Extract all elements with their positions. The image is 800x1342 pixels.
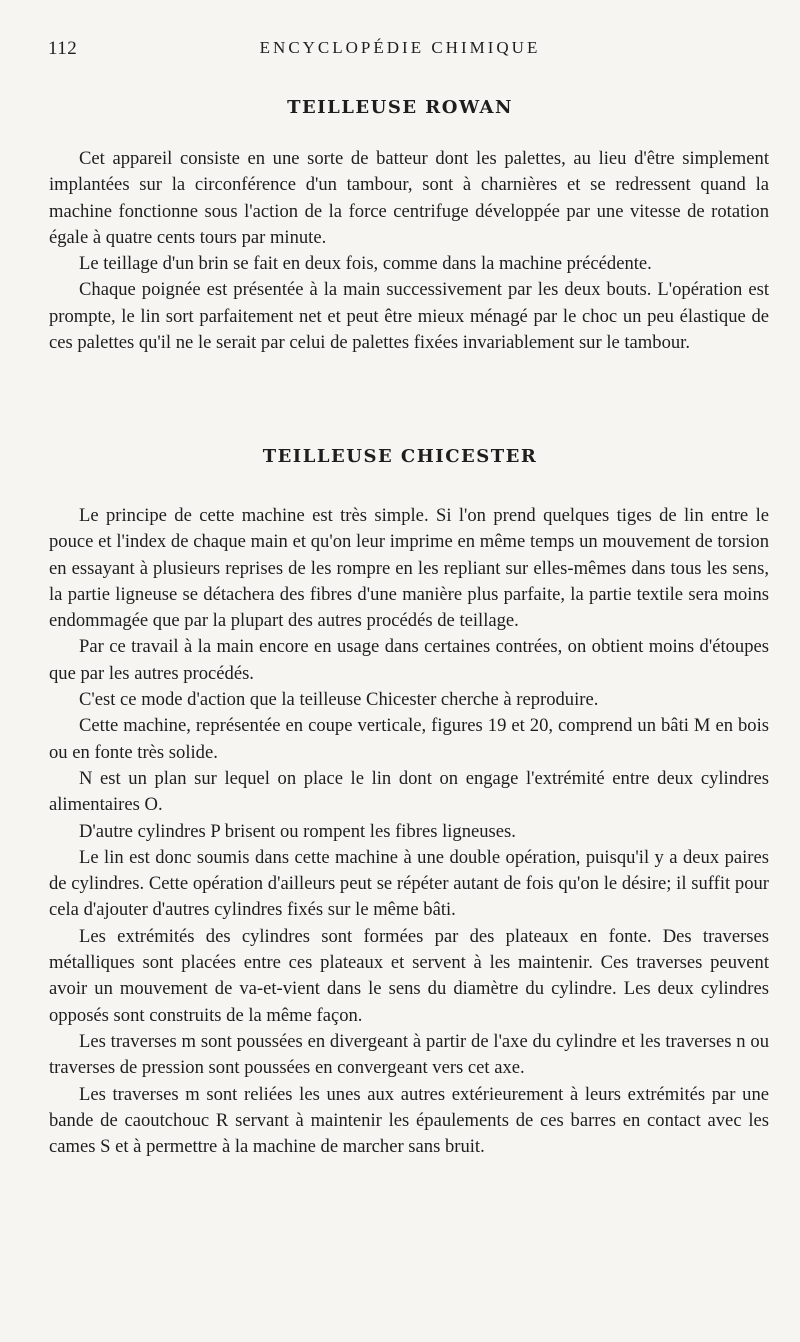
paragraph: Par ce travail à la main encore en usage dans certaines contrées, on obtient moins d'étoupes que par les autres procédés. [49, 636, 769, 684]
paragraph: Le lin est donc soumis dans cette machine à une double opération, puisqu'il y a deux paires de cylindres. Cette opération d'ailleurs peut se répéter autant de fois qu'on le désire; il suffit pour cela d'ajouter d'autres cylindres fixés sur le même bâti. [49, 846, 769, 921]
paragraph: Chaque poignée est présentée à la main successivement par les deux bouts. L'opération est prompte, le lin sort parfaitement net et peut être mieux ménagé par le choc un peu élastique de ces palettes qu'il ne le serait par celui de palettes fixées invariablement sur le tambour. [49, 279, 769, 354]
paragraph: Les extrémités des cylindres sont formées par des plateaux en fonte. Des traverses métalliques sont placées entre ces plateaux et servent à les maintenir. Ces traverses peuvent avoir un mouvement de va-et-vient dans le sens du diamètre du cylindre. Les deux cylindres opposés sont construits de la même façon. [49, 925, 769, 1026]
page-number: 112 [48, 38, 78, 59]
running-header [0, 38, 800, 60]
paragraph: N est un plan sur lequel on place le lin dont on engage l'extrémité entre deux cylindres alimentaires O. [49, 767, 769, 816]
section-title-chicester: TEILLEUSE CHICESTER [262, 446, 538, 467]
paragraph: C'est ce mode d'action que la teilleuse Chicester cherche à reproduire. [79, 689, 599, 711]
paragraph: Les traverses m sont reliées les unes aux autres extérieurement à leurs extrémités par une bande de caoutchouc R servant à maintenir les épaulements de ces barres en contact avec les cames S et à permettre à la machine de marcher sans bruit. [49, 1083, 769, 1158]
paragraph: Cette machine, représentée en coupe verticale, figures 19 et 20, comprend un bâti M en bois ou en fonte très solide. [49, 715, 769, 763]
paragraph: Le teillage d'un brin se fait en deux fois, comme dans la machine précédente. [79, 253, 652, 275]
running-title: ENCYCLOPÉDIE CHIMIQUE [259, 38, 541, 57]
paragraph: D'autre cylindres P brisent ou rompent les fibres ligneuses. [79, 820, 516, 842]
paragraph: Les traverses m sont poussées en divergeant à partir de l'axe du cylindre et les traverses n ou traverses de pression sont poussées en convergeant vers cet axe. [49, 1030, 769, 1079]
section-title-rowan: TEILLEUSE ROWAN [287, 97, 513, 118]
section-body-rowan [49, 146, 769, 356]
section-body-chicester [49, 503, 769, 1160]
paragraph: Cet appareil consiste en une sorte de batteur dont les palettes, au lieu d'être simplement implantées sur la circonférence d'un tambour, sont à charnières et se redressent quand la machine fonctionne sous l'action de la force centrifuge développée par une vitesse de rotation égale à quatre cents tours par minute. [49, 148, 769, 248]
paragraph: Le principe de cette machine est très simple. Si l'on prend quelques tiges de lin entre le pouce et l'index de chaque main et qu'on leur imprime en même temps un mouvement de torsion en essayant à plusieurs reprises de les rompre en les repliant sur elles-mêmes dans tous les sens, la partie ligneuse se détachera des fibres d'une manière plus parfaite, la partie textile sera moins endommagée que par la plupart des autres procédés de teillage. [49, 505, 769, 632]
